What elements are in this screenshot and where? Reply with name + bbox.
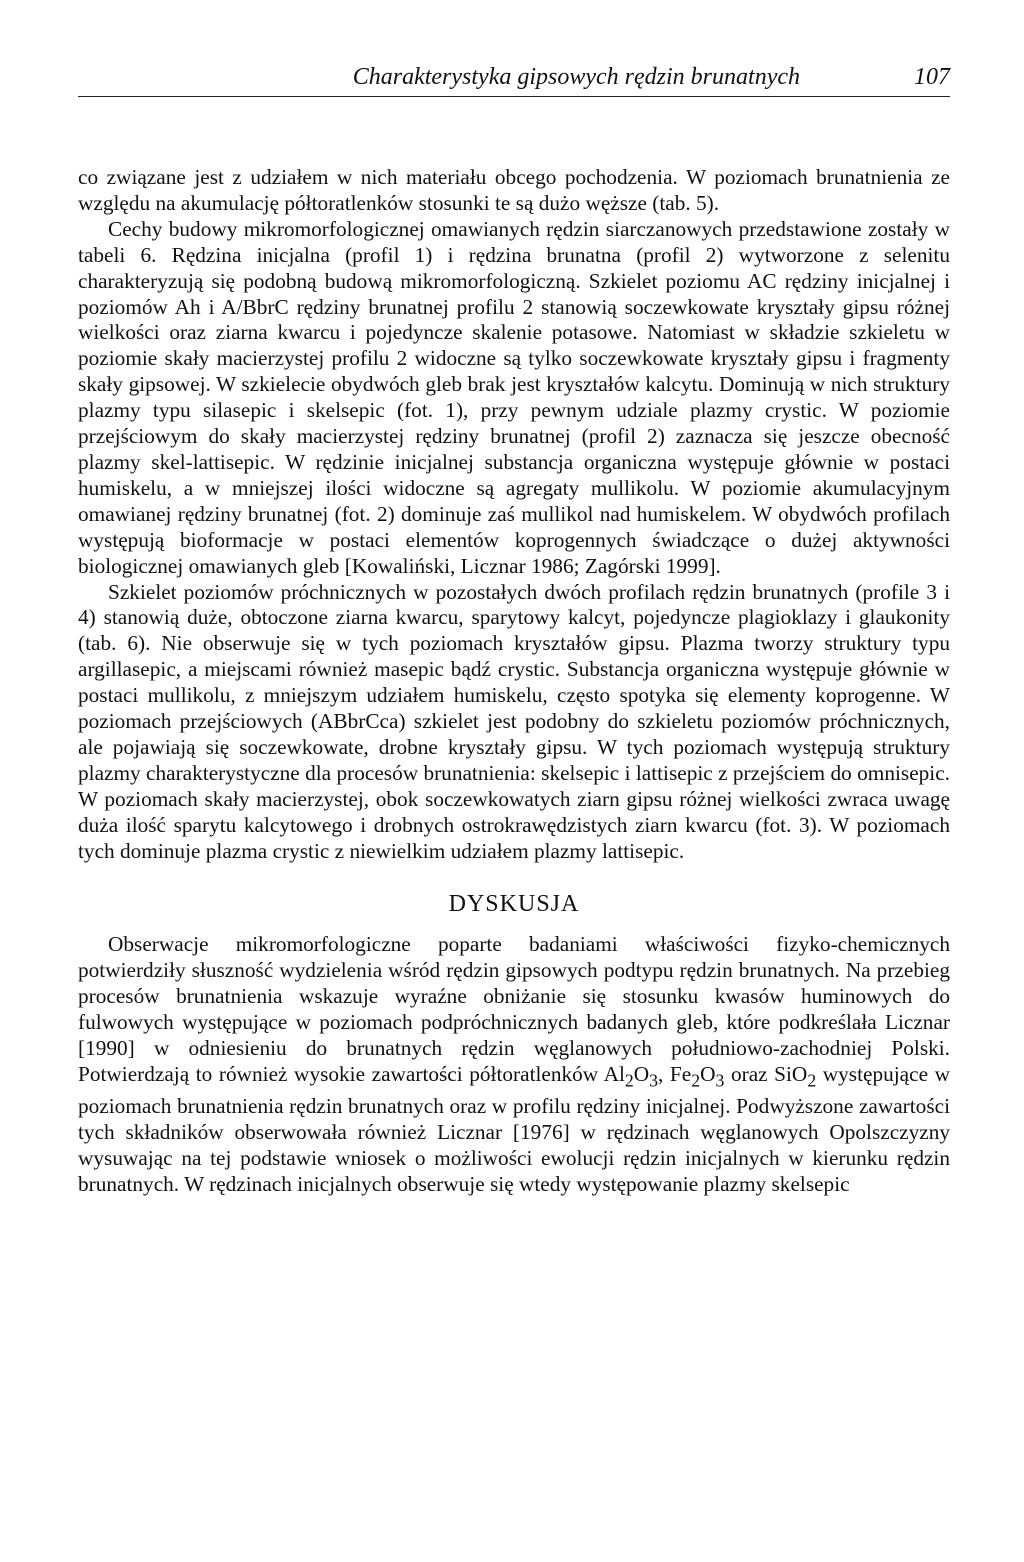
body-text [78, 165, 950, 1198]
text-run: , Fe [658, 1062, 692, 1086]
text-run: Obserwacje mikromorfologiczne poparte badaniami właściwości fizyko-chemicznych potwierdziły słuszność wydzielenia wśród rędzin gipsowych podtypu rędzin brunatnych. Na przebieg procesów brunatnienia wskazuje wyraźne obniżanie się stosunku kwasów huminowych do fulwowych występujące w poziomach podpróchnicznych badanych gleb, które podkreślała Licznar [1990] w odniesieniu do brunatnych rędzin węglanowych południowo-zachodniej Polski. Potwierdzają to również wysokie zawartości półtoratlenków Al [78, 932, 950, 1086]
running-title: Charakterystyka gipsowych rędzin brunatnych [352, 64, 800, 90]
text-run: O [700, 1062, 716, 1086]
paragraph-skeleton: Szkielet poziomów próchnicznych w pozostałych dwóch profilach rędzin brunatnych (profile 3 i 4) stanowią duże, obtoczone ziarna kwarcu, sparytowy kalcyt, pojedyncze plagioklazy i glaukonity (tab. 6). Nie obserwuje się w tych poziomach kryształów gipsu. Plazma tworzy struktury typu argillasepic, a miejscami również masepic bądź crystic. Substancja organiczna występuje głównie w postaci mullikolu, z mniejszym udziałem humiskelu, często spotyka się elementy koprogenne. W poziomach przejściowych (ABbrCca) szkielet jest podobny do szkieletu poziomów próchnicznych, ale pojawiają się soczewkowate, drobne kryształy gipsu. W tych poziomach występują struktury plazmy charakterystyczne dla procesów brunatnienia: skelsepic i lattisepic z przejściem do omnisepic. W poziomach skały macierzystej, obok soczewkowatych ziarn gipsu różnej wielkości zwraca uwagę duża ilość sparytu kalcytowego i drobnych ostrokrawędzistych ziarn kwarcu (fot. 3). W poziomach tych dominuje plazma crystic z niewielkim udziałem plazmy lattisepic. [78, 579, 950, 863]
paragraph-continuation: co związane jest z udziałem w nich materiału obcego pochodzenia. W poziomach brunatnienia ze względu na akumulację półtoratlenków stosunki te są dużo węższe (tab. 5). [78, 165, 950, 215]
subscript: 3 [649, 1070, 659, 1091]
subscript: 2 [624, 1070, 634, 1091]
page-number: 107 [914, 64, 950, 90]
subscript: 3 [715, 1070, 725, 1091]
subscript: 2 [807, 1070, 817, 1091]
paragraph-discussion [78, 932, 950, 1197]
text-run: występujące w poziomach brunatnienia rędzin brunatnych oraz w profilu rędziny inicjalnej. Podwyższone zawartości tych składników obserwowała również Licznar [1976] w rędzinach węglanowych Opolszczyzny wysuwając na tej podstawie wniosek o możliwości ewolucji rędzin inicjalnych w kierunku rędzin brunatnych. W rędzinach inicjalnych obserwuje się wtedy występowanie plazmy skelsepic [78, 1062, 950, 1196]
paragraph-micromorphology: Cechy budowy mikromorfologicznej omawianych rędzin siarczanowych przedstawione zostały w tabeli 6. Rędzina inicjalna (profil 1) i rędzina brunatna (profil 2) wytworzone z selenitu charakteryzują się podobną budową mikromorfologiczną. Szkielet poziomu AC rędziny inicjalnej i poziomów Ah i A/BbrC rędziny brunatnej profilu 2 stanowią soczewkowate kryształy gipsu różnej wielkości oraz ziarna kwarcu i pojedyncze skalenie potasowe. Natomiast w składzie szkieletu w poziomie skały macierzystej profilu 2 widoczne są tylko soczewkowate kryształy gipsu i fragmenty skały gipsowej. W szkielecie obydwóch gleb brak jest kryształów kalcytu. Dominują w nich struktury plazmy typu silasepic i skelsepic (fot. 1), przy pewnym udziale plazmy crystic. W poziomie przejściowym do skały macierzystej rędziny brunatnej (profil 2) zaznacza się jeszcze obecność plazmy skel-lattisepic. W rędzinie inicjalnej substancja organiczna występuje głównie w postaci humiskelu, a w mniejszej ilości widoczne są agregaty mullikolu. W poziomie akumulacyjnym omawianej rędziny brunatnej (fot. 2) dominuje zaś mullikol nad humiskelem. W obydwóch profilach występują bioformacje w postaci elementów koprogennych świadczące o dużej aktywności biologicznej omawianych gleb [Kowaliński, Licznar 1986; Zagórski 1999]. [78, 216, 950, 578]
running-header [78, 62, 950, 97]
subscript: 2 [691, 1070, 701, 1091]
text-run: O [633, 1062, 650, 1086]
section-heading: DYSKUSJA [448, 891, 580, 918]
text-run: oraz SiO [724, 1062, 808, 1086]
